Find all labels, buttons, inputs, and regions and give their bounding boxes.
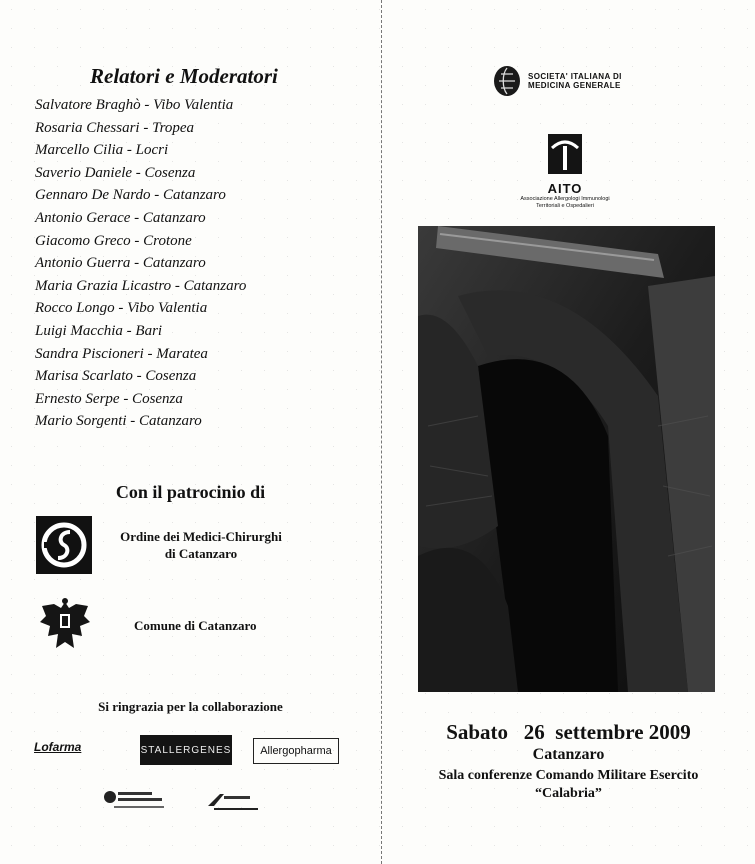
- speaker-entry: Antonio Guerra - Catanzaro: [35, 255, 206, 272]
- speaker-entry: Rocco Longo - Vibo Valentia: [35, 300, 208, 317]
- aito-logo: [492, 134, 638, 209]
- patron-comune: [38, 596, 257, 654]
- simg-line2: MEDICINA GENERALE: [528, 81, 621, 90]
- speaker-entry: Luigi Macchia - Bari: [35, 322, 163, 339]
- aito-name: AITO: [547, 181, 583, 196]
- order-of-physicians-logo-icon: [36, 516, 92, 574]
- simg-logo: [492, 64, 622, 98]
- patron-order-of-physicians: [36, 516, 292, 574]
- speaker-entry: Ernesto Serpe - Cosenza: [35, 390, 183, 407]
- speaker-entry: Giacomo Greco - Crotone: [35, 232, 192, 249]
- eagle-coat-of-arms-icon: [38, 596, 92, 654]
- speakers-list: [35, 94, 246, 433]
- patron-comune-line1: Comune di Catanzaro: [134, 617, 257, 633]
- speaker-entry: Rosaria Chessari - Tropea: [35, 119, 195, 136]
- aito-sub-2: Territoriali e Ospedalieri: [536, 202, 594, 209]
- speaker-entry: Sandra Piscioneri - Maratea: [35, 345, 208, 362]
- event-venue: Sala conferenze Comando Militare Esercito: [438, 768, 699, 783]
- sponsor-logo-small-2: [206, 790, 262, 812]
- sponsor-stallergenes: STALLERGENES: [140, 735, 232, 765]
- aito-sub-1: Associazione Allergologi Immunologi: [520, 196, 610, 202]
- sponsor-logo-small-1: [102, 788, 172, 814]
- event-date: Sabato 26 settembre 2009: [446, 720, 691, 744]
- sponsor-allergopharma: Allergopharma: [253, 738, 339, 764]
- event-city: Catanzaro: [532, 746, 605, 763]
- collaboration-title: Si ringrazia per la collaborazione: [98, 699, 283, 714]
- speaker-entry: Maria Grazia Licastro - Catanzaro: [35, 277, 247, 294]
- speakers-title: Relatori e Moderatori: [90, 64, 278, 88]
- sponsor-lofarma: Lofarma: [34, 740, 82, 754]
- patron-order-line1: Ordine dei Medici-Chirurghi: [120, 529, 282, 544]
- speaker-entry: Saverio Daniele - Cosenza: [35, 164, 196, 181]
- simg-line1: SOCIETA' ITALIANA DI: [528, 72, 622, 81]
- speaker-entry: Antonio Gerace - Catanzaro: [35, 209, 206, 226]
- patronage-title: Con il patrocinio di: [115, 482, 266, 502]
- cover-photo-archway: [418, 226, 715, 692]
- speaker-entry: Marcello Cilia - Locri: [35, 142, 169, 159]
- aito-emblem-icon: [548, 134, 582, 174]
- speaker-entry: Marisa Scarlato - Cosenza: [35, 368, 197, 385]
- speaker-entry: Mario Sorgenti - Catanzaro: [35, 413, 202, 430]
- right-panel: [382, 0, 755, 864]
- simg-emblem-icon: [492, 64, 522, 98]
- patron-order-line2: di Catanzaro: [164, 546, 238, 561]
- event-venue-name: “Calabria”: [535, 786, 602, 801]
- speaker-entry: Salvatore Braghò - Vibo Valentia: [35, 97, 234, 113]
- speaker-entry: Gennaro De Nardo - Catanzaro: [35, 187, 226, 204]
